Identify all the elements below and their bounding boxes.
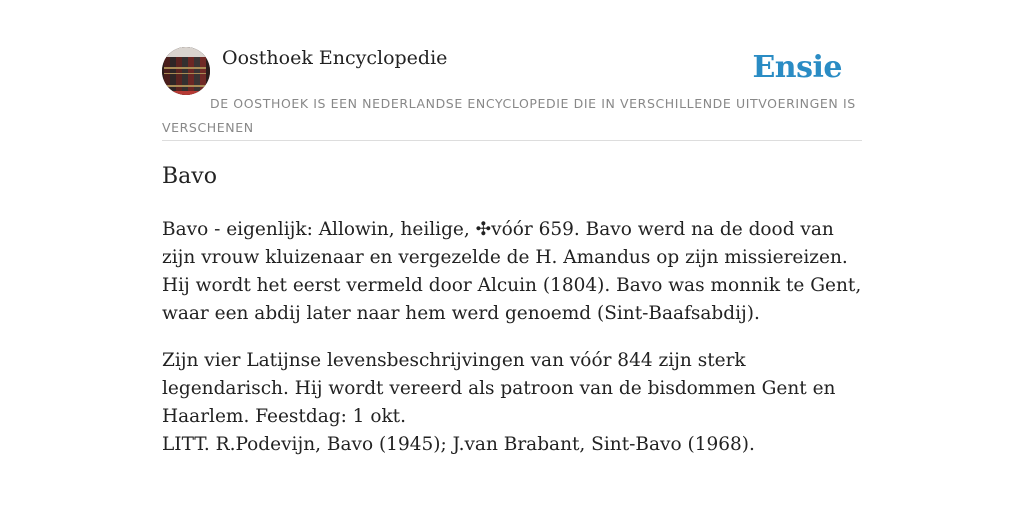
literature-reference: LITT. R.Podevijn, Bavo (1945); J.van Brabant, Sint-Bavo (1968). bbox=[162, 434, 755, 455]
book-spines-avatar[interactable] bbox=[162, 47, 210, 95]
books-icon bbox=[162, 47, 210, 95]
site-title[interactable]: Oosthoek Encyclopedie bbox=[222, 47, 448, 69]
site-header bbox=[162, 44, 862, 141]
article-title: Bavo bbox=[162, 164, 217, 189]
brand-logo[interactable]: Ensie bbox=[752, 50, 842, 85]
site-tagline: DE OOSTHOEK IS EEN NEDERLANDSE ENCYCLOPEDIE DIE IN VERSCHILLENDE UITVOERINGEN IS VERSCHENEN bbox=[162, 96, 856, 135]
article-paragraph: Bavo - eigenlijk: Allowin, heilige, ✣vóór 659. Bavo werd na de dood van zijn vrouw kluizenaar en vergezelde de H. Amandus op zijn missiereizen. Hij wordt het eerst vermeld door Alcuin (1804). Bavo was monnik te Gent, waar een abdij later naar hem werd genoemd (Sint-Baafsabdij). bbox=[162, 219, 862, 324]
article-paragraph: Zijn vier Latijnse levensbeschrijvingen van vóór 844 zijn sterk legendarisch. Hij wordt vereerd als patroon van de bisdommen Gent en Haarlem. Feestdag: 1 okt. bbox=[162, 350, 836, 427]
